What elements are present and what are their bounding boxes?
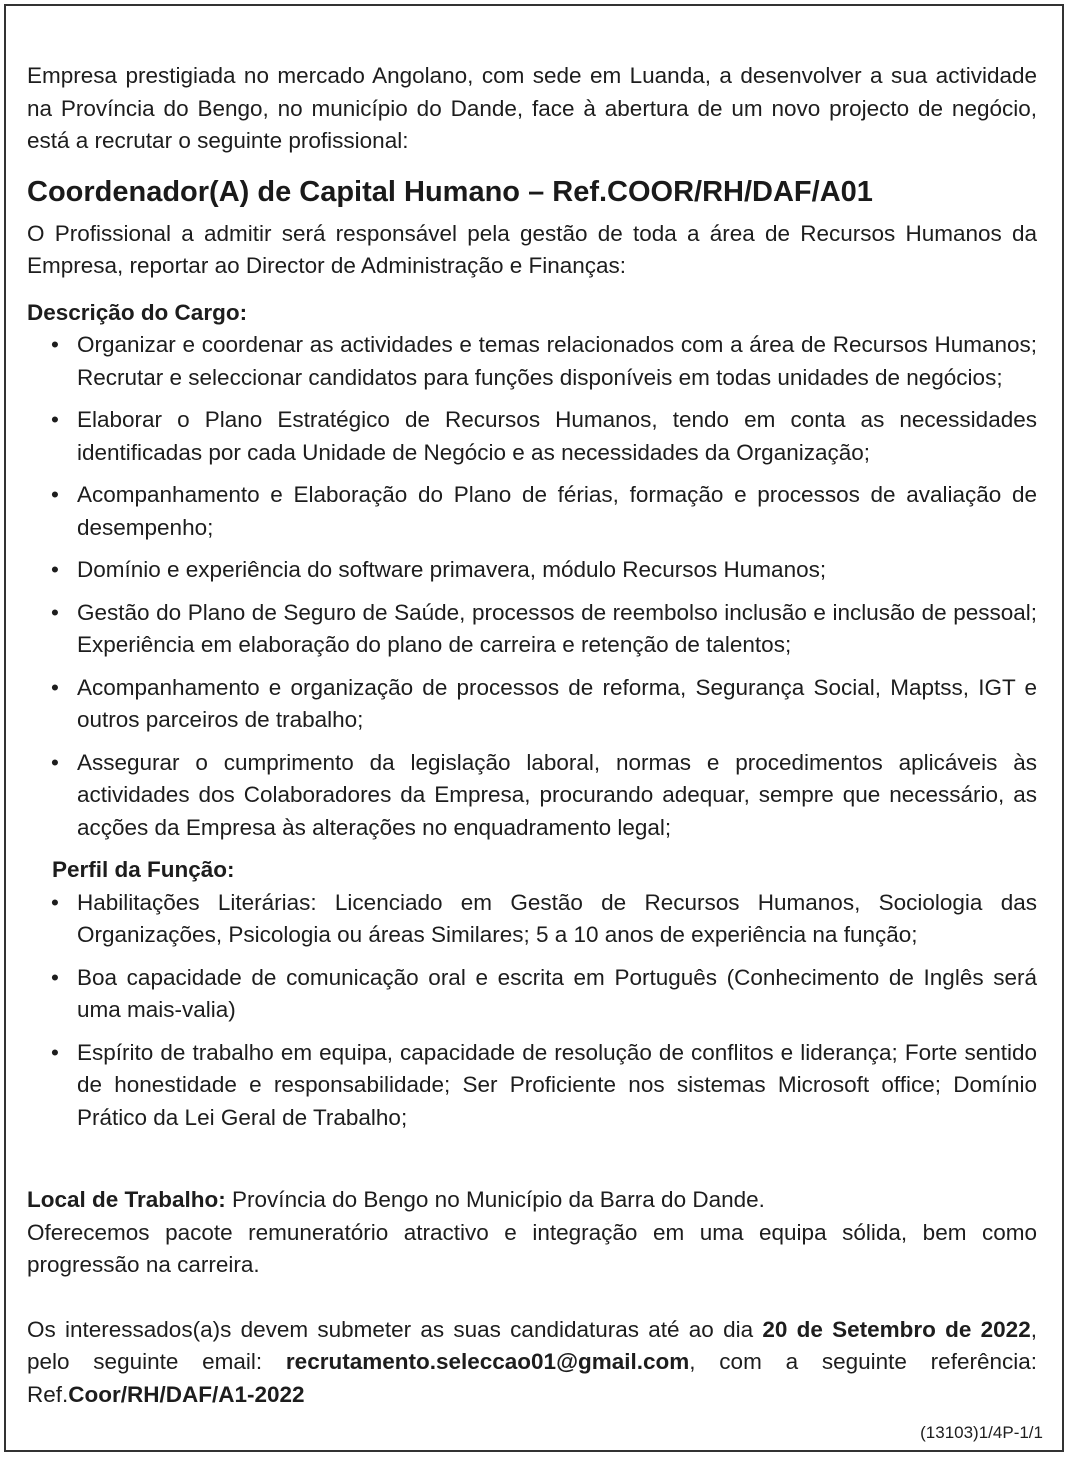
bullet-icon: •: [51, 964, 59, 990]
bullet-icon: •: [51, 557, 59, 582]
location-label: Local de Trabalho:: [27, 1187, 226, 1212]
bullet-icon: •: [51, 482, 59, 507]
offer-paragraph: Oferecemos pacote remuneratório atractivo e integração em uma equipa sólida, bem como progressão na carreira.: [27, 1219, 1037, 1277]
email-address[interactable]: recrutamento.seleccao01@gmail.com: [285, 1349, 690, 1374]
ad-code: (13103)1/4P-1/1: [920, 1423, 1043, 1442]
intro-paragraph: Empresa prestigiada no mercado Angolano, com sede em Luanda, a desenvolver a sua actividade na Província do Bengo, no município do Dande, face à abertura de um novo projecto de negócio, está a recrutar o seguinte profissional:: [27, 63, 1037, 153]
list-item: • Elaborar o Plano Estratégico de Recursos Humanos, tendo em conta as necessidades identificadas por cada Unidade de Negócio e as necessidades da Organização;: [27, 404, 1037, 469]
description-heading: Descrição do Cargo:: [27, 299, 248, 325]
profile-heading: Perfil da Função:: [52, 857, 235, 882]
list-item: • Boa capacidade de comunicação oral e escrita em Português (Conhecimento de Inglês será uma mais-valia): [27, 962, 1037, 1027]
bullet-icon: •: [51, 889, 59, 915]
list-item: • Acompanhamento e Elaboração do Plano de férias, formação e processos de avaliação de desempenho;: [27, 479, 1037, 544]
list-item: • Espírito de trabalho em equipa, capacidade de resolução de conflitos e liderança; Forte sentido de honestidade e responsabilidade; Ser Proficiente nos sistemas Microsoft office; Domínio Prático da Lei Geral de Trabalho;: [27, 1037, 1037, 1135]
location-text: Província do Bengo no Município da Barra do Dande.: [225, 1187, 765, 1212]
bullet-icon: •: [51, 1039, 59, 1065]
list-item: • Assegurar o cumprimento da legislação laboral, normas e procedimentos aplicáveis às actividades dos Colaboradores da Empresa, procurando adequar, sempre que necessário, as acções da Empresa às alterações no enquadramento legal;: [27, 747, 1037, 845]
description-list: [27, 329, 1037, 844]
bullet-icon: •: [51, 407, 59, 432]
job-title: Coordenador(A) de Capital Humano – Ref.COOR/RH/DAF/A01: [27, 175, 873, 208]
bullet-icon: •: [51, 332, 59, 357]
list-item: • Gestão do Plano de Seguro de Saúde, processos de reembolso inclusão e inclusão de pessoal; Experiência em elaboração do plano de carreira e retenção de talentos;: [27, 597, 1037, 662]
spacer: [27, 1144, 1037, 1184]
bullet-icon: •: [51, 749, 59, 775]
bullet-icon: •: [51, 674, 59, 700]
reference-code: Coor/RH/DAF/A1-2022: [68, 1381, 305, 1407]
list-item: • Domínio e experiência do software primavera, módulo Recursos Humanos;: [27, 554, 1037, 587]
list-item: • Acompanhamento e organização de processos de reforma, Segurança Social, Maptss, IGT e outros parceiros de trabalho;: [27, 672, 1037, 737]
profile-list: [27, 887, 1037, 1135]
bullet-icon: •: [51, 599, 59, 625]
list-item: • Organizar e coordenar as actividades e temas relacionados com a área de Recursos Humanos; Recrutar e seleccionar candidatos para funções disponíveis em todas unidades de negócios;: [27, 329, 1037, 394]
spacer: [27, 1282, 1037, 1314]
deadline: 20 de Setembro de 2022: [762, 1316, 1031, 1342]
job-ad-content: [27, 60, 1037, 1411]
role-summary: O Profissional a admitir será responsável pela gestão de toda a área de Recursos Humanos da Empresa, reportar ao Director de Administração e Finanças:: [27, 220, 1037, 278]
list-item: • Habilitações Literárias: Licenciado em Gestão de Recursos Humanos, Sociologia das Organizações, Psicologia ou áreas Similares; 5 a 10 anos de experiência na função;: [27, 887, 1037, 952]
work-location: [27, 1184, 1037, 1217]
application-paragraph: Os interessados(a)s devem submeter as suas candidaturas até ao dia 20 de Setembro de 2022, pelo seguinte email: recrutamento.seleccao01@gmail.com, com a seguinte referência: Ref.Coor/RH/DAF/A1-2022: [27, 1316, 1037, 1407]
